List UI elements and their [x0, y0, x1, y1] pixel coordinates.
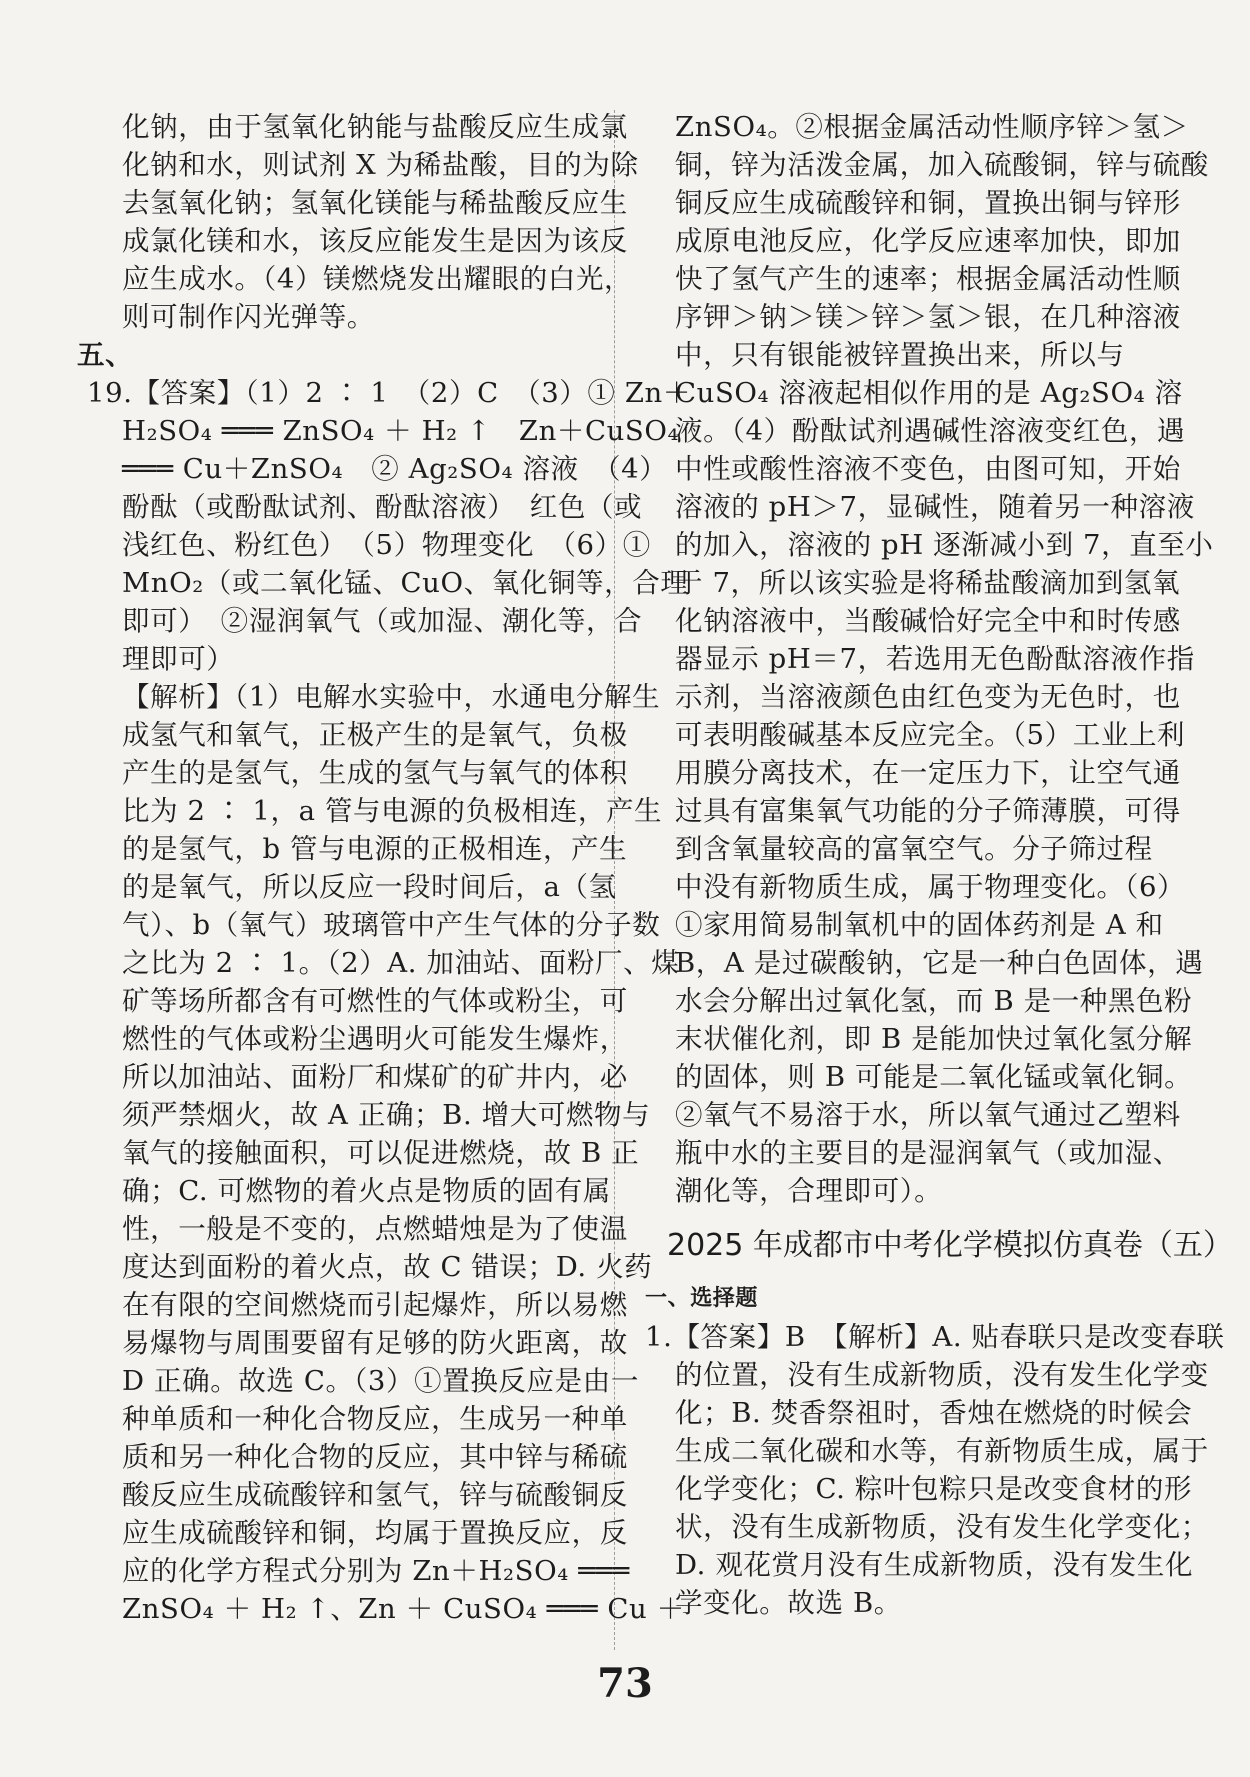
- text-line: 序钾＞钠＞镁＞锌＞氢＞银，在几种溶液: [675, 301, 1181, 333]
- text-line: 化钠溶液中，当酸碱恰好完全中和时传感: [675, 605, 1181, 637]
- text-line: 快了氢气产生的速率；根据金属活动性顺: [675, 263, 1181, 295]
- q19-analysis-line: 应生成硫酸锌和铜，均属于置换反应，反: [122, 1517, 628, 1549]
- q19-analysis-line: 性，一般是不变的，点燃蜡烛是为了使温: [122, 1213, 628, 1245]
- text-line: B，A 是过碳酸钠，它是一种白色固体，遇: [675, 947, 1204, 979]
- text-line: 示剂，当溶液颜色由红色变为无色时，也: [675, 681, 1181, 713]
- q1-answer-line: D. 观花赏月没有生成新物质，没有发生化: [675, 1549, 1194, 1581]
- text-line: 铜，锌为活泼金属，加入硫酸铜，锌与硫酸: [675, 149, 1209, 181]
- q19-answer-line: ═══ Cu＋ZnSO₄ ② Ag₂SO₄ 溶液 （4）: [122, 453, 668, 485]
- right-column: [645, 108, 1233, 1622]
- text-line: 可表明酸碱基本反应完全。（5）工业上利: [675, 719, 1186, 751]
- q19-analysis-line: 度达到面粉的着火点，故 C 错误；D. 火药: [122, 1251, 653, 1283]
- text-line: ZnSO₄。②根据金属活动性顺序锌＞氢＞: [675, 111, 1189, 143]
- q19-analysis-line: 氧气的接触面积，可以促进燃烧，故 B 正: [122, 1137, 640, 1169]
- q19-analysis-line: 的是氧气，所以反应一段时间后，a（氢: [122, 871, 617, 903]
- q19-answer-line: 浅红色、粉红色） （5）物理变化 （6）①: [122, 529, 651, 561]
- text-line: 中性或酸性溶液不变色，由图可知，开始: [675, 453, 1181, 485]
- text-line: CuSO₄ 溶液起相似作用的是 Ag₂SO₄ 溶: [675, 377, 1183, 409]
- text-line: 铜反应生成硫酸锌和铜，置换出铜与锌形: [675, 187, 1181, 219]
- q1-answer-line: 化；B. 焚香祭祖时，香烛在燃烧的时候会: [675, 1397, 1193, 1429]
- q19-analysis-line: 燃性的气体或粉尘遇明火可能发生爆炸，: [122, 1023, 628, 1055]
- q19-analysis-line: 易爆物与周围要留有足够的防火距离，故: [122, 1327, 628, 1359]
- text-line: 溶液的 pH＞7，显碱性，随着另一种溶液: [675, 491, 1195, 523]
- q19-analysis-line: 质和另一种化合物的反应，其中锌与稀硫: [122, 1441, 628, 1473]
- q19-answer-line: 即可） ②湿润氧气（或加湿、潮化等，合: [122, 605, 643, 637]
- text-line: 水会分解出过氧化氢，而 B 是一种黑色粉: [675, 985, 1193, 1017]
- q19-analysis-line: D 正确。故选 C。（3）①置换反应是由一: [122, 1365, 639, 1397]
- q19-analysis-line: 产生的是氢气，生成的氢气与氧气的体积: [122, 757, 628, 789]
- text-line: 过具有富集氧气功能的分子筛薄膜，可得: [675, 795, 1181, 827]
- text-line: 应生成水。（4）镁燃烧发出耀眼的白光，: [122, 263, 633, 295]
- q19-analysis-line: 比为 2 ∶ 1，a 管与电源的负极相连，产生: [122, 795, 663, 827]
- text-line: 中没有新物质生成，属于物理变化。（6）: [675, 871, 1186, 903]
- q19-analysis-line: 【解析】（1）电解水实验中，水通电分解生: [122, 681, 661, 713]
- q1-answer-line: 生成二氧化碳和水等，有新物质生成，属于: [675, 1435, 1209, 1467]
- q1-answer-line: 状，没有生成新物质，没有发生化学变化；: [675, 1511, 1209, 1543]
- q19-analysis-line: 成氢气和氧气，正极产生的是氧气，负极: [122, 719, 628, 751]
- q1-answer-line: 学变化。故选 B。: [675, 1587, 902, 1619]
- text-line: 的加入，溶液的 pH 逐渐减小到 7，直至小: [675, 529, 1214, 561]
- text-line: 末状催化剂，即 B 是能加快过氧化氢分解: [675, 1023, 1193, 1055]
- text-line: 瓶中水的主要目的是湿润氧气（或加湿、: [675, 1137, 1181, 1169]
- page-number: 73: [597, 1660, 653, 1707]
- q19-analysis-line: 气）、b（氧气）玻璃管中产生气体的分子数: [122, 909, 661, 941]
- text-line: 潮化等，合理即可）。: [675, 1175, 943, 1207]
- q19-analysis-line: 的是氢气，b 管与电源的正极相连，产生: [122, 833, 628, 865]
- exam-title: 2025 年成都市中考化学模拟仿真卷（五）: [667, 1228, 1233, 1263]
- q19-answer-line: H₂SO₄ ═══ ZnSO₄ ＋ H₂ ↑ Zn＋CuSO₄: [122, 415, 680, 447]
- q19-analysis-line: 矿等场所都含有可燃性的气体或粉尘，可: [122, 985, 628, 1017]
- text-line: 中，只有银能被锌置换出来，所以与: [675, 339, 1125, 371]
- text-line: ②氧气不易溶于水，所以氧气通过乙塑料: [675, 1099, 1181, 1131]
- text-line: 化钠和水，则试剂 X 为稀盐酸，目的为除: [122, 149, 639, 181]
- text-line: 成氯化镁和水，该反应能发生是因为该反: [122, 225, 628, 257]
- q19-analysis-line: 所以加油站、面粉厂和煤矿的矿井内，必: [122, 1061, 628, 1093]
- q19-analysis-line: 须严禁烟火，故 A 正确；B. 增大可燃物与: [122, 1099, 651, 1131]
- q1-answer-line: 的位置，没有生成新物质，没有发生化学变: [675, 1359, 1209, 1391]
- text-line: 液。（4）酚酞试剂遇碱性溶液变红色，遇: [675, 415, 1186, 447]
- left-column: [77, 108, 691, 1628]
- text-line: 于 7，所以该实验是将稀盐酸滴加到氢氧: [675, 567, 1181, 599]
- section-five-heading: 五、: [77, 339, 134, 371]
- q19-answer-line: 19.【答案】（1）2 ∶ 1 （2）C （3）① Zn＋: [87, 377, 691, 409]
- q19-analysis-line: 确；C. 可燃物的着火点是物质的固有属: [122, 1175, 611, 1207]
- q19-answer-line: 理即可）: [122, 643, 235, 675]
- text-line: 器显示 pH＝7，若选用无色酚酞溶液作指: [675, 643, 1195, 675]
- text-line: 则可制作闪光弹等。: [122, 301, 375, 333]
- q19-analysis-line: 之比为 2 ∶ 1。（2）A. 加油站、面粉厂、煤: [122, 947, 680, 979]
- text-line: 去氢氧化钠；氢氧化镁能与稀盐酸反应生: [122, 187, 628, 219]
- q19-analysis-line: ZnSO₄ ＋ H₂ ↑、Zn ＋ CuSO₄ ═══ Cu ＋: [122, 1593, 685, 1625]
- q19-analysis-line: 应的化学方程式分别为 Zn＋H₂SO₄ ═══: [122, 1555, 630, 1587]
- text-line: 化钠，由于氢氧化钠能与盐酸反应生成氯: [122, 111, 628, 143]
- q19-analysis-line: 种单质和一种化合物反应，生成另一种单: [122, 1403, 628, 1435]
- section-heading-multiple-choice: 一、选择题: [645, 1286, 759, 1311]
- q19-analysis-line: 在有限的空间燃烧而引起爆炸，所以易燃: [122, 1289, 628, 1321]
- q1-answer-line: 1.【答案】B 【解析】A. 贴春联只是改变春联: [645, 1321, 1225, 1353]
- q19-analysis-line: 酸反应生成硫酸锌和氢气，锌与硫酸铜反: [122, 1479, 628, 1511]
- text-line: 成原电池反应，化学反应速率加快，即加: [675, 225, 1181, 257]
- text-line: 的固体，则 B 可能是二氧化锰或氧化铜。: [675, 1061, 1193, 1093]
- text-line: 到含氧量较高的富氧空气。分子筛过程: [675, 833, 1153, 865]
- q19-answer-line: MnO₂（或二氧化锰、CuO、氧化铜等，合理: [122, 567, 689, 599]
- q1-answer-line: 化学变化；C. 粽叶包粽只是改变食材的形: [675, 1473, 1193, 1505]
- text-line: ①家用简易制氧机中的固体药剂是 A 和: [675, 909, 1164, 941]
- q19-answer-line: 酚酞（或酚酞试剂、酚酞溶液） 红色（或: [122, 491, 643, 523]
- text-line: 用膜分离技术，在一定压力下，让空气通: [675, 757, 1181, 789]
